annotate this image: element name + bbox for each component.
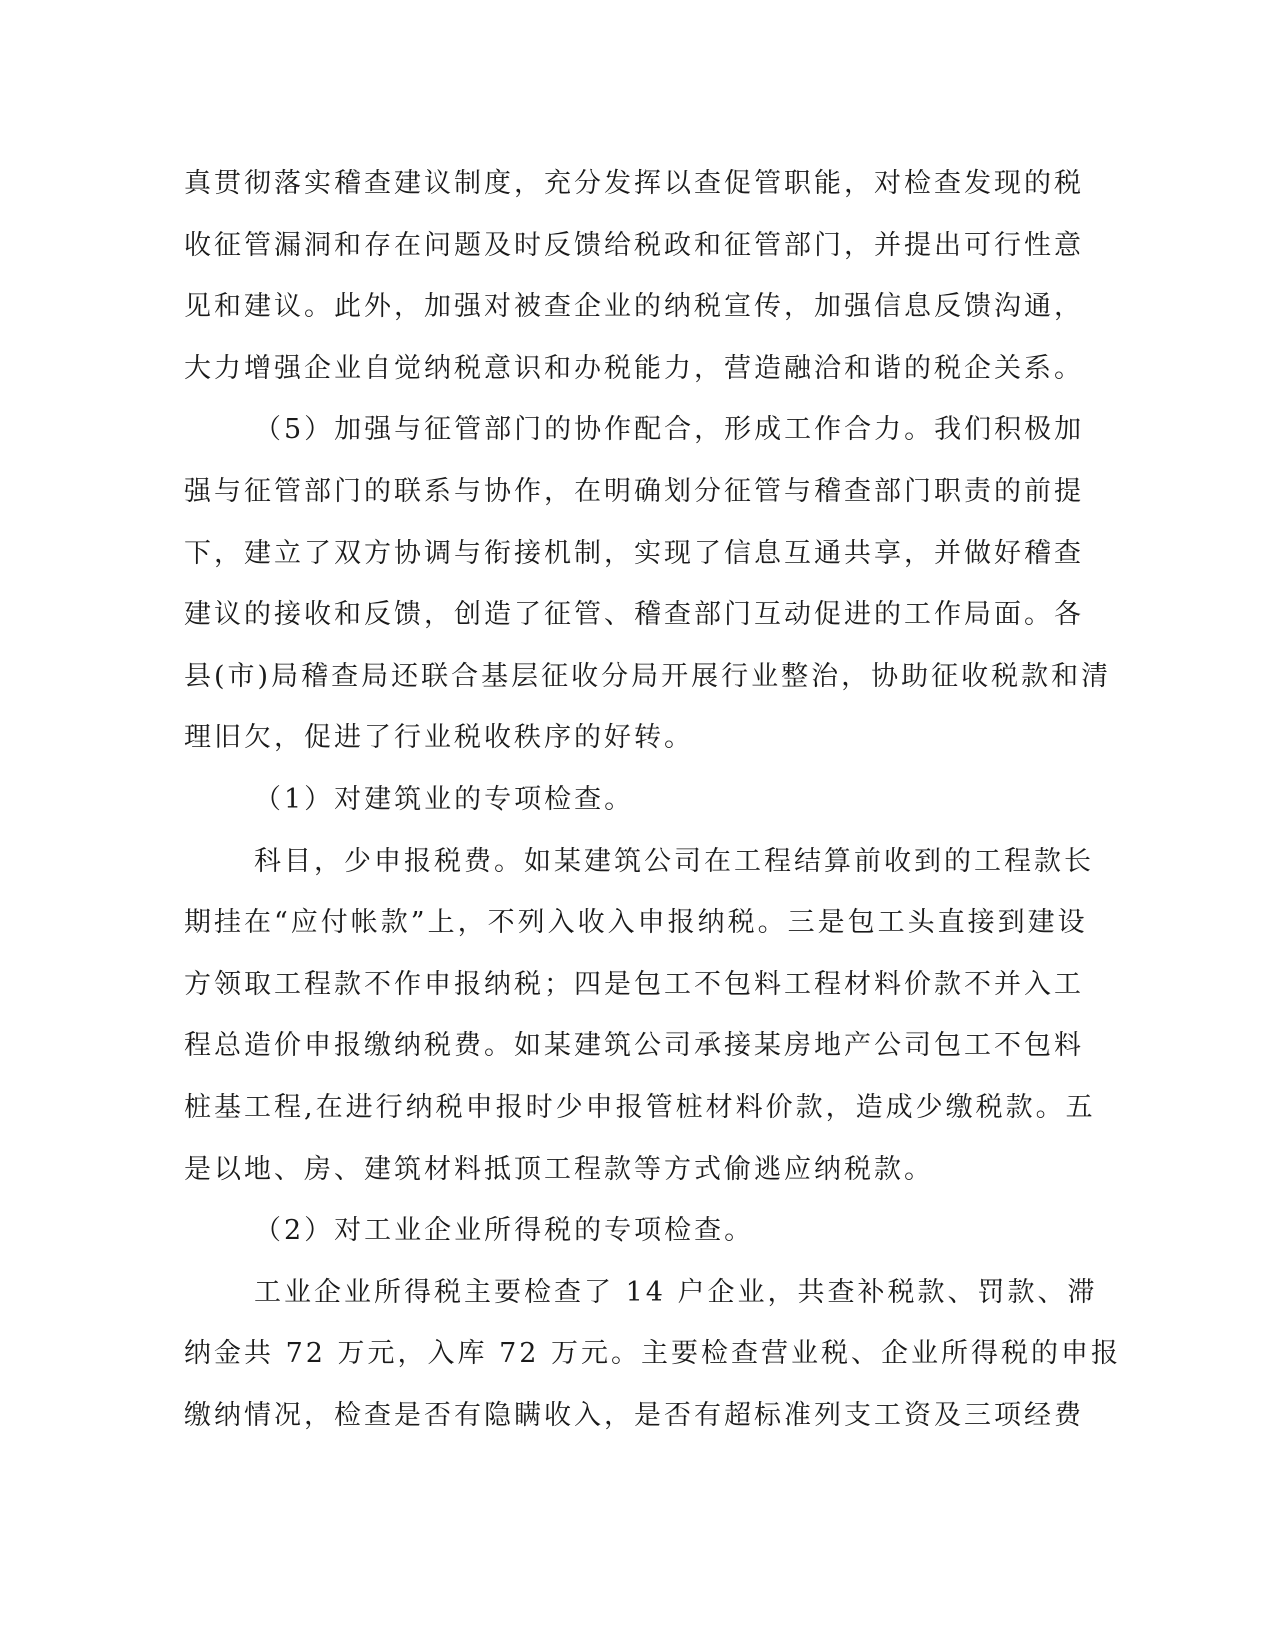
text-line: 下，建立了双方协调与衔接机制，实现了信息互通共享，并做好稽查 xyxy=(184,537,1084,569)
text-line: 期挂在“应付帐款”上，不列入收入申报纳税。三是包工头直接到建设 xyxy=(184,907,1088,939)
text-line: 收征管漏洞和存在问题及时反馈给税政和征管部门，并提出可行性意 xyxy=(184,229,1084,261)
text-line: 程总造价申报缴纳税费。如某建筑公司承接某房地产公司包工不包料 xyxy=(184,1030,1084,1062)
text-line: 大力增强企业自觉纳税意识和办税能力，营造融洽和谐的税企关系。 xyxy=(184,352,1084,384)
text-line: 纳金共 72 万元，入库 72 万元。主要检查营业税、企业所得税的申报 xyxy=(184,1338,1122,1370)
document-body xyxy=(184,153,1122,1446)
paragraph-start-line: 工业企业所得税主要检查了 14 户企业，共查补税款、罚款、滞 xyxy=(254,1276,1098,1308)
text-line: 方领取工程款不作申报纳税；四是包工不包料工程材料价款不并入工 xyxy=(184,968,1084,1000)
text-line: 是以地、房、建筑材料抵顶工程款等方式偷逃应纳税款。 xyxy=(184,1153,934,1185)
text-line: 桩基工程,在进行纳税申报时少申报管桩材料价款，造成少缴税款。五 xyxy=(184,1091,1096,1123)
text-line: 见和建议。此外，加强对被查企业的纳税宣传，加强信息反馈沟通， xyxy=(184,291,1084,323)
section-heading: （2）对工业企业所得税的专项检查。 xyxy=(254,1215,755,1247)
text-line: 理旧欠，促进了行业税收秩序的好转。 xyxy=(184,722,694,754)
text-line: 真贯彻落实稽查建议制度，充分发挥以查促管职能，对检查发现的税 xyxy=(184,168,1084,199)
paragraph-start-line: （5）加强与征管部门的协作配合，形成工作合力。我们积极加 xyxy=(254,414,1085,446)
text-line: 缴纳情况，检查是否有隐瞒收入，是否有超标准列支工资及三项经费 xyxy=(184,1399,1084,1431)
text-line: 强与征管部门的联系与协作，在明确划分征管与稽查部门职责的前提 xyxy=(184,475,1084,507)
section-heading: （1）对建筑业的专项检查。 xyxy=(254,783,635,815)
text-line: 县(市)局稽查局还联合基层征收分局开展行业整治，协助征收税款和清 xyxy=(184,660,1112,692)
paragraph-start-line: 科目，少申报税费。如某建筑公司在工程结算前收到的工程款长 xyxy=(254,845,1094,877)
text-line: 建议的接收和反馈，创造了征管、稽查部门互动促进的工作局面。各 xyxy=(184,599,1084,631)
